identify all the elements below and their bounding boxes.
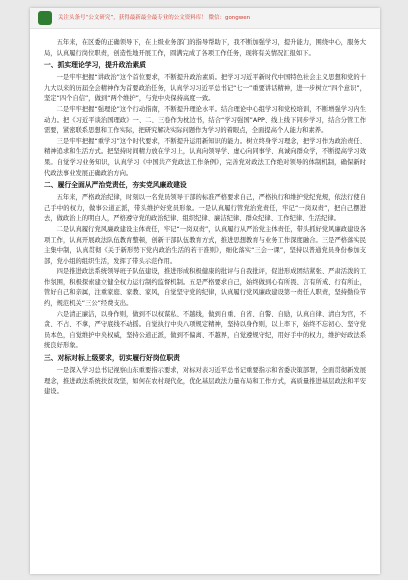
body-paragraph: 二是认真履行党风廉政建设主体责任，牢记“一岗双责”，认真履行从严治党主体责任，带头抓好党风廉政建设各项工作，认真开展政法队伍教育整顿，创新干部队伍教育方式，推进思想教育与业务工作深度融合。三是严格落实民主集中制，认真贯彻《关于新形势下党内政治生活的若干准则》，细化落实“三会一课”，坚持以普通党员身份参加支部，党小组的组织生活，发挥了带头示范作用。: [44, 225, 366, 265]
body-paragraph: 三是牢牢把握“重学习”这个时代要求，不断提升运用新知识的能力。树立终身学习理念，把学习作为政治责任、精神追求和生活方式。把坚持时间精力放在学习上，认真向领导学、虚心向同事学、真诚向群众学，不断提高学习效果。自觉学习业务知识，认真学习《中国共产党政法工作条例》，完善党对政法工作绝对领导的体制机制，确保新时代政法事业发展正确政治方向。: [44, 137, 366, 177]
body-paragraph: 六是清正廉洁，以身作则，做到不以权谋私、不越线，做到自重、自省、自警、自励，认真自律、清白为官，不贪、不占、不拿，严守底线不动摇。自觉执行中央八项规定精神，坚持以身作则，以上率下，始终不忘初心、坚守党员本色，自觉维护中央权威，坚持公道正派，做到不偏离、不越界，自觉遵规守纪，用好手中的权力，维护好政法系统良好形象。: [44, 310, 366, 350]
section-heading: 一、抓实理论学习，提升政治素质: [44, 61, 146, 70]
document-page: [30, 8, 380, 574]
section-heading: 三、对标对标上级要求，切实履行好岗位职责: [44, 354, 180, 363]
document-body: [44, 38, 366, 398]
top-banner: [30, 8, 380, 29]
section-heading: 二、履行全面从严治党责任，夯实党风廉政建设: [44, 181, 187, 190]
wechat-logo-icon: [38, 11, 52, 25]
banner-text: 关注头条号“公文研究”，获得最新最全最专业的公文资料库！ 微信：gongwen: [58, 15, 251, 21]
intro-paragraph: 五年来，在区委的正确领导下，在上级业务部门的指导帮助下，我不断加强学习，提升能力，围绕中心，服务大局，认真履行岗位职责，创造性地开展工作，圆满完成了各项工作任务，现将有关情况汇报如下。: [44, 39, 366, 57]
body-paragraph: 五年来，严格政治纪律，时刻以一名党员领导干部的标准严格要求自己，严格执行和维护党纪党规，依法行使自己手中的权力，做事公道正派，带头维护好党员形象。一是认真履行管党治党责任，牢记“一岗双责”，把自己摆进去，做政治上的明白人，严格遵守党的政治纪律、组织纪律、廉洁纪律、群众纪律、工作纪律、生活纪律。: [44, 194, 366, 223]
body-paragraph: 四是推进政法系统领导班子队伍建设，推进形成积极健康的批评与自我批评，促进形成团结紧张、严肃活泼的工作氛围，积极探索建立健全权力运行制约监督机制。五是严格要求自己，始终做到心有所畏、言有所戒、行有所止，管好自己和亲属，注重家庭、家教、家风，自觉坚守党的纪律，认真履行党风廉政建设第一责任人职责，坚持勤俭节约，规范机关“三公”经费支出。: [44, 268, 366, 308]
body-paragraph: 一是深入学习总书记视察山东重要指示要求，对标对表习近平总书记重要指示和省委决策部署，全面贯彻新发展理念，推进政法系统扶贫攻坚，如何在农村现代化，优化基层政法力量布局和工作方式，高质量推进基层政法和平安建设。: [44, 367, 366, 396]
body-paragraph: 二是牢牢把握“强理论”这个行动指南，不断提升理论水平。结合理论中心组学习和党校培训，不断增强学习内生动力。把《习近平谈治国理政》一、二、三卷作为枕边书，结合“学习强国”APP、线上线下同步学习，结合分管工作需要，紧密联系思想和工作实际，把研究解决实际问题作为学习的着眼点，全面提高个人能力和素养。: [44, 105, 366, 135]
body-paragraph: 一是牢牢把握“讲政治”这个首位要求，不断提升政治素质。把学习习近平新时代中国特色社会主义思想和党的十九大以来的历届全会精神作为首要政治任务，认真学习习近平总书记“七一”重要讲话精神，进一步树立“四个意识”，坚定“四个自信”，做到“两个维护”，与党中央保持高度一致。: [44, 74, 366, 103]
